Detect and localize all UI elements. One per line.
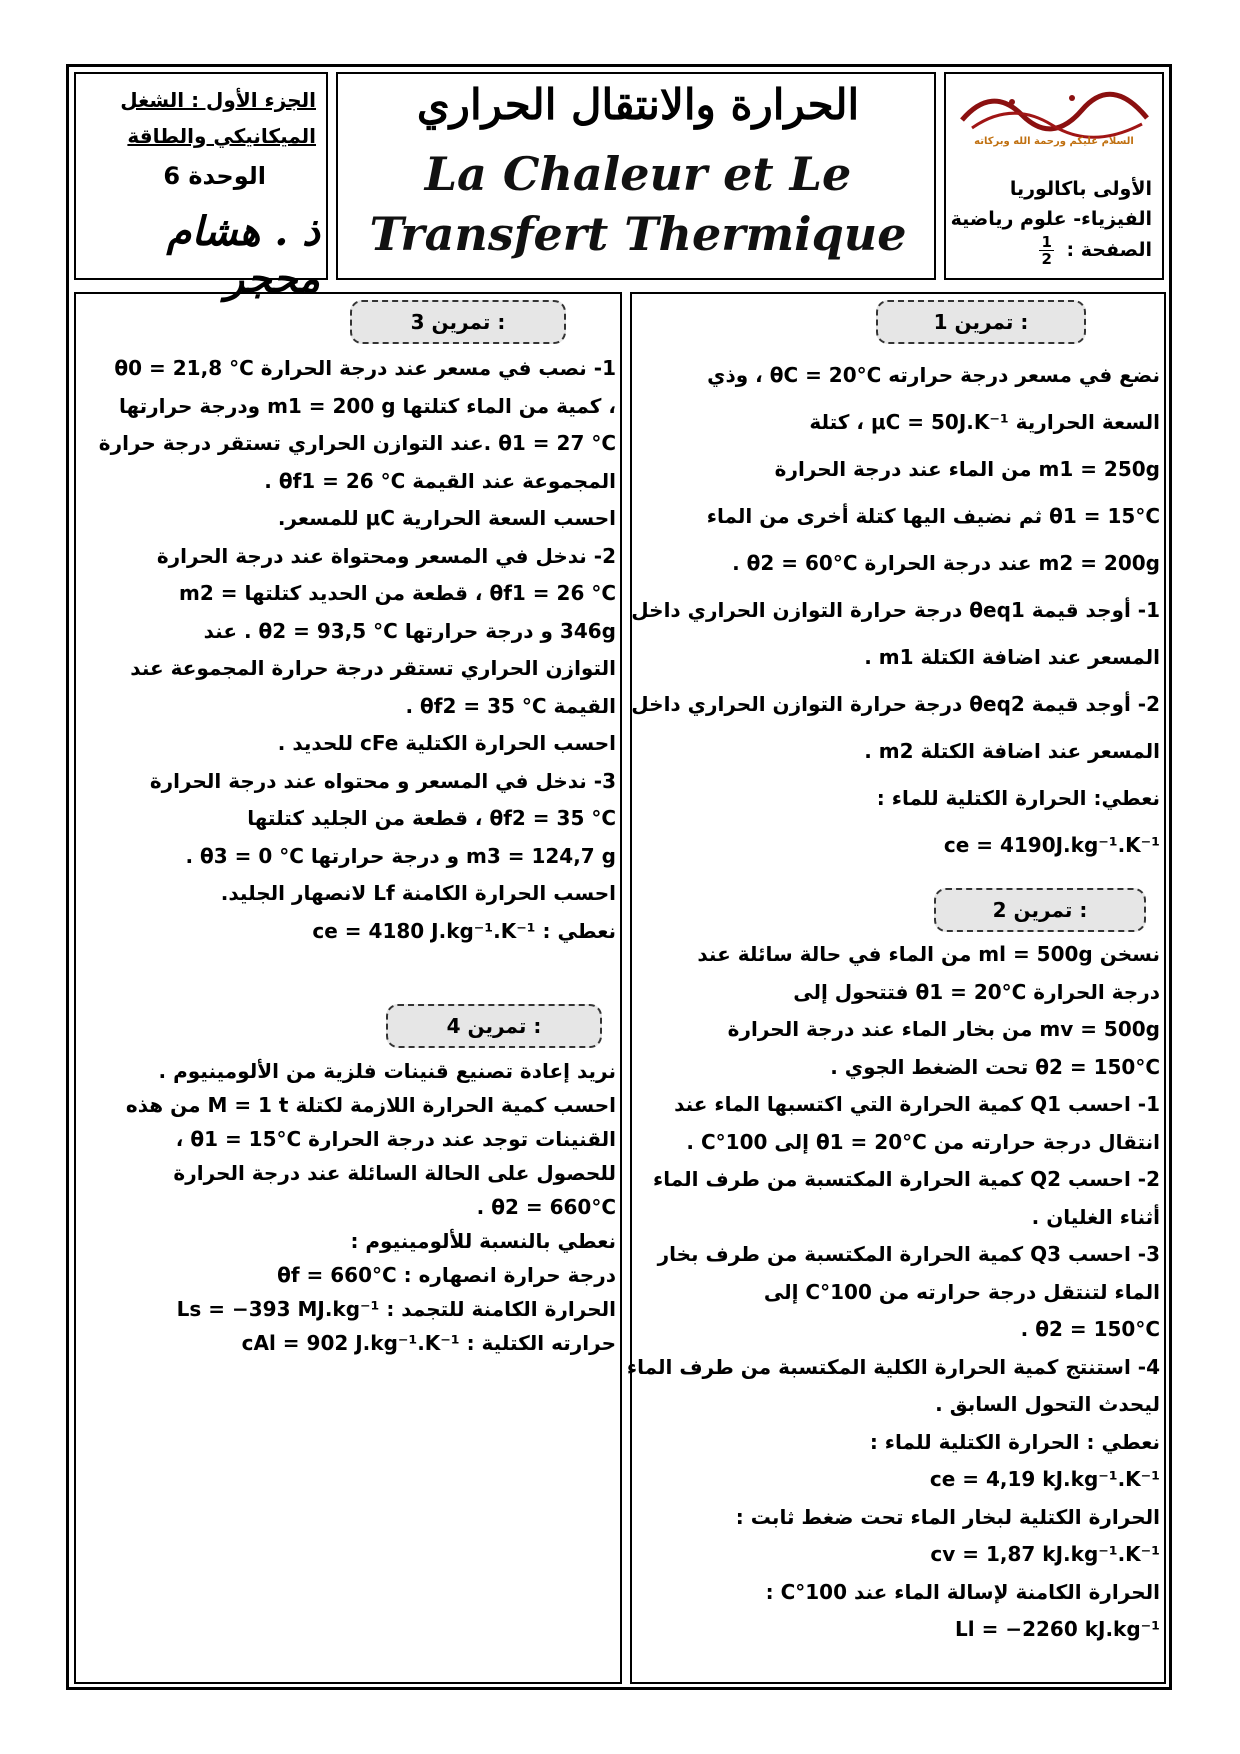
text-line: 4- استنتج كمية الحرارة الكلية المكتسبة من طرف الماء bbox=[626, 1354, 1160, 1379]
text-line: 1- أوجد قيمة θeq1 درجة حرارة التوازن الحراري داخل bbox=[631, 598, 1160, 622]
text-line: Ll = −2260 kJ.kg⁻¹ bbox=[955, 1617, 1160, 1641]
text-line: درجة الحرارة θ1 = 20°C فتتحول إلى bbox=[793, 979, 1160, 1004]
text-line: القنينات توجد عند درجة الحرارة θ1 = 15°C ، bbox=[175, 1127, 616, 1151]
text-line: للحصول على الحالة السائلة عند درجة الحرارة bbox=[173, 1161, 616, 1185]
text-line: نريد إعادة تصنيع قنينات فلزية من الألومينيوم . bbox=[158, 1059, 616, 1083]
text-line: ، كمية من الماء كتلتها m1 = 200 g ودرجة حرارتها bbox=[118, 393, 616, 418]
text-line: 2- أوجد قيمة θeq2 درجة حرارة التوازن الحراري داخل bbox=[631, 692, 1160, 716]
text-line: نسخن ml = 500g من الماء في حالة سائلة عند bbox=[697, 942, 1160, 966]
header-title-box bbox=[336, 72, 936, 280]
text-line: θ2 = 660°C . bbox=[476, 1195, 616, 1219]
exercise-3-tag: تمرين 3 : bbox=[350, 300, 566, 344]
title-french: La Chaleur et Le Transfert Thermique bbox=[369, 147, 907, 261]
text-line: ce = 4190J.kg⁻¹.K⁻¹ bbox=[943, 833, 1160, 857]
page-fraction bbox=[1039, 234, 1053, 267]
text-line: الحرارة الكامنة لإسالة الماء عند 100°C : bbox=[765, 1579, 1160, 1604]
text-line: 2- ندخل في المسعر ومحتواة عند درجة الحرارة bbox=[156, 543, 616, 568]
text-line: القيمة θf2 = 35 °C . bbox=[405, 693, 616, 718]
text-line: الحرارة الكامنة للتجمد : Ls = −393 MJ.kg⁻¹ bbox=[176, 1297, 616, 1321]
page-number: 1 bbox=[1041, 233, 1052, 251]
level-info bbox=[951, 174, 1152, 267]
exercise-1-text bbox=[631, 352, 1160, 869]
text-line: انتقال درجة حرارته من θ1 = 20°C إلى 100°C . bbox=[686, 1129, 1160, 1154]
header-part-box bbox=[74, 72, 328, 302]
logo-subtitle: السلام عليكم ورحمة الله وبركاته bbox=[974, 136, 1134, 147]
text-line: السعة الحرارية μC = 50J.K⁻¹ ، كتلة bbox=[809, 410, 1160, 434]
teacher-name: ذ . هشام محجر bbox=[166, 208, 320, 302]
exercise-4-text bbox=[80, 1054, 616, 1360]
exercise-4-tag: تمرين 4 : bbox=[386, 1004, 602, 1048]
header bbox=[66, 64, 1172, 302]
text-line: m2 = 200g عند درجة الحرارة θ2 = 60°C . bbox=[732, 551, 1160, 575]
text-line: احسب كمية الحرارة اللازمة لكتلة M = 1 t من هذه bbox=[125, 1093, 616, 1117]
exercise-2-tag: تمرين 2 : bbox=[934, 888, 1146, 932]
exercise-2-text bbox=[626, 936, 1160, 1649]
text-line: المسعر عند اضافة الكتلة m1 . bbox=[864, 645, 1160, 669]
text-line: احسب الحرارة الكامنة Lf لانصهار الجليد. bbox=[220, 881, 616, 905]
text-line: المسعر عند اضافة الكتلة m2 . bbox=[864, 739, 1160, 763]
text-line: نعطي: الحرارة الكتلية للماء : bbox=[876, 786, 1160, 810]
level-label: الأولى باكالوريا bbox=[1009, 178, 1152, 200]
exercise-1-tag: تمرين 1 : bbox=[876, 300, 1086, 344]
text-line: احسب الحرارة الكتلية cFe للحديد . bbox=[277, 731, 616, 755]
text-line: m3 = 124,7 g و درجة حرارتها θ3 = 0 °C . bbox=[185, 843, 616, 868]
text-line: ليحدث التحول السابق . bbox=[935, 1392, 1160, 1416]
unit-label: الوحدة 6 bbox=[163, 162, 266, 190]
text-line: 3- احسب Q3 كمية الحرارة المكتسبة من طرف بخار bbox=[657, 1242, 1160, 1266]
text-line: mv = 500g من بخار الماء عند درجة الحرارة bbox=[727, 1017, 1160, 1041]
text-line: θf2 = 35 °C ، قطعة من الجليد كتلتها bbox=[247, 806, 616, 830]
text-line: نعطي بالنسبة للألومينيوم : bbox=[350, 1229, 616, 1253]
text-line: 346g و درجة حرارتها θ2 = 93,5 °C . عند bbox=[203, 618, 616, 643]
text-line: m1 = 250g من الماء عند درجة الحرارة bbox=[774, 457, 1160, 481]
text-line: الحرارة الكتلية لبخار الماء تحت ضغط ثابت : bbox=[735, 1504, 1160, 1529]
title-arabic: الحرارة والانتقال الحراري bbox=[416, 80, 860, 129]
text-line: احسب السعة الحرارية μC للمسعر. bbox=[277, 506, 616, 530]
text-line: 1- احسب Q1 كمية الحرارة التي اكتسبها الماء عند bbox=[674, 1092, 1160, 1116]
text-line: 3- ندخل في المسعر و محتواه عند درجة الحرارة bbox=[149, 768, 616, 793]
page-total: 2 bbox=[1041, 250, 1052, 268]
page-label: الصفحة : bbox=[1066, 239, 1152, 261]
page-indicator bbox=[951, 234, 1152, 267]
text-line: المجموعة عند القيمة θf1 = 26 °C . bbox=[264, 468, 616, 493]
text-line: ce = 4,19 kJ.kg⁻¹.K⁻¹ bbox=[929, 1467, 1160, 1491]
text-line: حرارته الكتلية : cAl = 902 J.kg⁻¹.K⁻¹ bbox=[241, 1331, 616, 1355]
text-line: θ1 = 15°C ثم نضيف اليها كتلة أخرى من الماء bbox=[706, 504, 1160, 528]
part-title: الجزء الأول : الشغل الميكانيكي والطاقة bbox=[120, 88, 316, 148]
text-line: θ2 = 150°C . bbox=[1020, 1317, 1160, 1341]
text-line: نعطي : الحرارة الكتلية للماء : bbox=[869, 1429, 1160, 1454]
text-line: نعطي : ce = 4180 J.kg⁻¹.K⁻¹ bbox=[312, 918, 616, 943]
text-line: 1- نصب في مسعر عند درجة الحرارة θ0 = 21,8 °C bbox=[114, 356, 616, 380]
text-line: cv = 1,87 kJ.kg⁻¹.K⁻¹ bbox=[930, 1542, 1160, 1566]
text-line: التوازن الحراري تستقر درجة حرارة المجموعة عند bbox=[130, 656, 616, 680]
text-line: θf1 = 26 °C ، قطعة من الحديد كتلتها = m2 bbox=[179, 581, 616, 605]
text-line: θ2 = 150°C تحت الضغط الجوي . bbox=[830, 1054, 1160, 1079]
text-line: 2- احسب Q2 كمية الحرارة المكتسبة من طرف الماء bbox=[653, 1167, 1160, 1191]
branch-label: الفيزياء- علوم رياضية bbox=[950, 208, 1152, 230]
text-line: نضع في مسعر درجة حرارته θC = 20°C ، وذي bbox=[707, 363, 1160, 387]
text-line: درجة حرارة انصهاره : θf = 660°C bbox=[277, 1263, 616, 1287]
text-line: الماء لتنتقل درجة حرارته من 100°C إلى bbox=[763, 1279, 1160, 1304]
basmala-logo bbox=[952, 80, 1156, 150]
header-level-box bbox=[944, 72, 1164, 280]
text-line: أثناء الغليان . bbox=[1031, 1204, 1160, 1229]
text-line: θ1 = 27 °C .عند التوازن الحراري تستقر درجة حرارة bbox=[98, 431, 616, 455]
exercise-3-text bbox=[80, 350, 616, 950]
